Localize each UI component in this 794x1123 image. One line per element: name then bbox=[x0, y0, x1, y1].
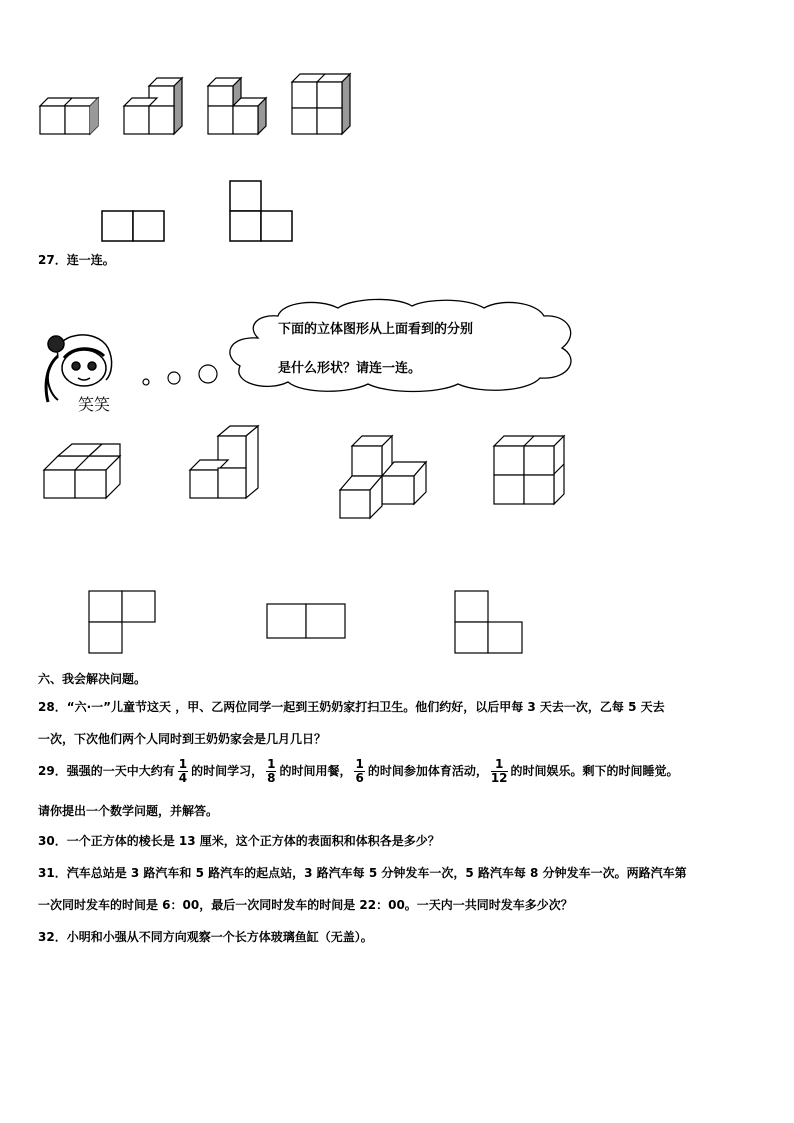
fraction-one-eighth: $\frac{1}{8}$ bbox=[267, 757, 276, 785]
question-29-line1 bbox=[38, 756, 679, 786]
q29-part4: 的时间参加体育活动， bbox=[367, 764, 488, 778]
question-31-line2: 一次同时发车的时间是 6：00，最后一次同时发车的时间是 22：00。一天内一共同时发车多少次？ bbox=[38, 898, 573, 912]
bubble-text-line1: 下面的立体图形从上面看到的分别 bbox=[278, 322, 474, 337]
question-28-line1: 28．“六·一”儿童节这天 ，甲、乙两位同学一起到王奶奶家打扫卫生。他们约好，以后甲每 3 天去一次，乙每 5 天去 bbox=[38, 700, 665, 714]
top-view-option-2 bbox=[266, 603, 348, 641]
cube-figure-top-4 bbox=[288, 72, 354, 138]
top-view-shape-2 bbox=[229, 180, 295, 244]
character-name: 笑笑 bbox=[78, 395, 111, 414]
girl-character-illustration bbox=[38, 326, 128, 416]
cube-figure-top-2 bbox=[120, 76, 186, 138]
q29-part1: 29．强强的一天中大约有 bbox=[38, 764, 175, 778]
question-28-line2: 一次，下次他们两个人同时到王奶奶家会是几月几日？ bbox=[38, 732, 327, 746]
top-view-shape-1 bbox=[101, 210, 167, 244]
question-29-line2: 请你提出一个数学问题，并解答。 bbox=[38, 804, 219, 818]
cube-figure-top-3 bbox=[204, 76, 270, 138]
q29-part5: 的时间娱乐。剩下的时间睡觉。 bbox=[510, 764, 679, 778]
solid-figure-1 bbox=[40, 440, 126, 502]
fraction-one-twelfth: $\frac{1}{12}$ bbox=[490, 757, 508, 785]
solid-figure-3 bbox=[338, 434, 434, 524]
q29-part2: 的时间学习， bbox=[191, 764, 264, 778]
q29-part3: 的时间用餐， bbox=[279, 764, 352, 778]
fraction-one-quarter: $\frac{1}{4}$ bbox=[178, 757, 188, 785]
question-32: 32．小明和小强从不同方向观察一个长方体玻璃鱼缸（无盖）。 bbox=[38, 930, 373, 944]
top-view-option-1 bbox=[88, 590, 158, 656]
bubble-text-line2: 是什么形状？请连一连。 bbox=[278, 361, 422, 376]
cloud-bubble bbox=[218, 296, 582, 394]
cube-figure-top-1 bbox=[36, 92, 102, 138]
solid-figure-4 bbox=[490, 434, 570, 506]
question-30: 30．一个正方体的棱长是 13 厘米，这个正方体的表面积和体积各是多少？ bbox=[38, 834, 440, 848]
fraction-one-sixth: $\frac{1}{6}$ bbox=[355, 757, 364, 785]
section-6-title: 六、我会解决问题。 bbox=[38, 672, 147, 686]
thought-dots bbox=[140, 362, 220, 392]
solid-figure-2 bbox=[186, 424, 266, 502]
question-31-line1: 31．汽车总站是 3 路汽车和 5 路汽车的起点站，3 路汽车每 5 分钟发车一次，5 路汽车每 8 分钟发车一次。两路汽车第 bbox=[38, 866, 687, 880]
question-27-label: 27．连一连。 bbox=[38, 253, 115, 267]
top-view-option-3 bbox=[454, 590, 526, 656]
